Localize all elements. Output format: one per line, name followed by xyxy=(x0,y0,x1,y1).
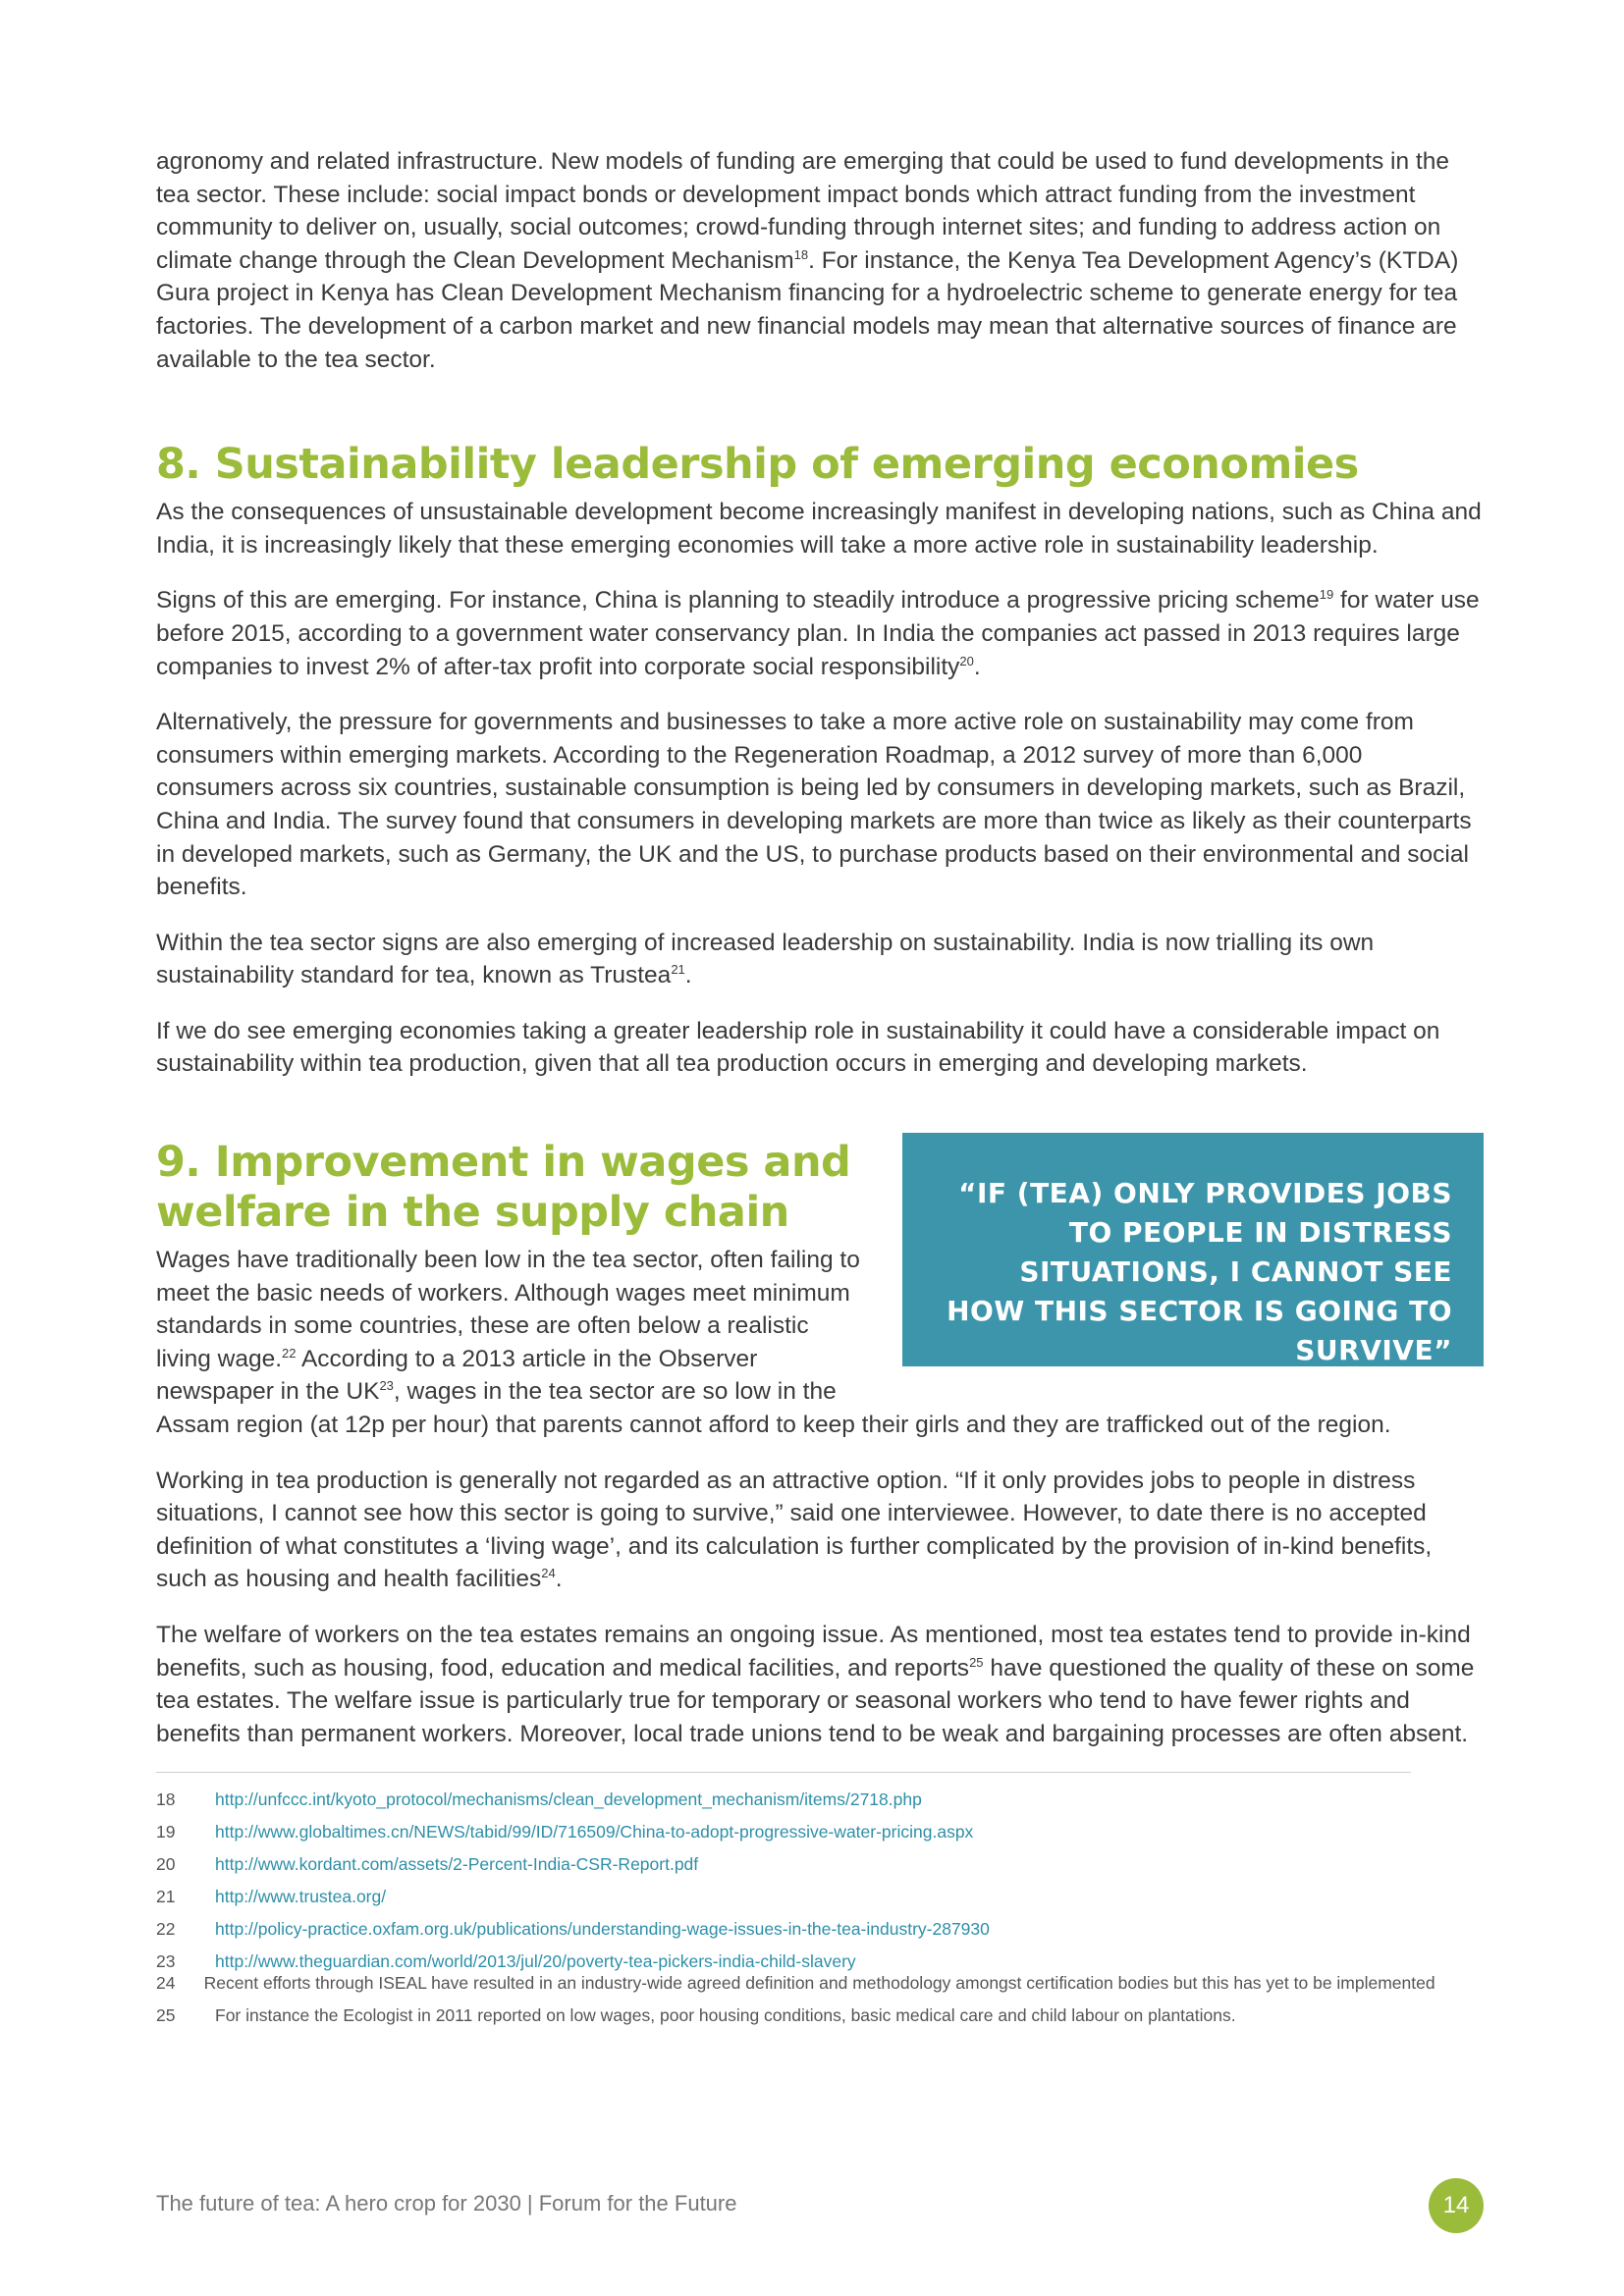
pull-quote: “IF (TEA) ONLY PROVIDES JOBS TO PEOPLE IN DISTRESS SITUATIONS, I CANNOT SEE HOW THIS SECTOR IS GOING TO SURVIVE” xyxy=(902,1133,1484,1366)
footnote-22: 22 http://policy-practice.oxfam.org.uk/publications/understanding-wage-issues-in-the-tea-industry-287930 xyxy=(156,1919,990,1940)
footnote-ref-20[interactable]: 20 xyxy=(959,653,974,668)
sec9-paragraph-2: Working in tea production is generally not regarded as an attractive option. “If it only provides jobs to people in distress situations, I cannot see how this sector is going to survive,” said one interviewee. However, to date there is no accepted definition of what constitutes a ‘living wage’, and its calculation is further complicated by the provision of in-kind benefits, such as housing and health facilities$^{24}$. xyxy=(156,1467,1433,1593)
footnote-ref-22[interactable]: 22 xyxy=(282,1345,297,1361)
main-content xyxy=(156,145,1484,2026)
footnote-ref-25[interactable]: 25 xyxy=(969,1654,984,1670)
sec8-paragraph-2: Signs of this are emerging. For instance, China is planning to steadily introduce a progressive pricing scheme$^{19}$ for water use before 2015, according to a government water conservancy plan. In India the companies act passed in 2013 requires large companies to invest 2% of after-tax profit into corporate social responsibility$^{20}$. xyxy=(156,587,1480,680)
footnote-24: 24 Recent efforts through ISEAL have resulted in an industry-wide agreed definition and methodology amongst certification bodies but this has yet to be implemented xyxy=(156,1973,1435,1994)
footnote-19: 19 http://www.globaltimes.cn/NEWS/tabid/99/ID/716509/China-to-adopt-progressive-water-pricing.aspx xyxy=(156,1822,974,1842)
footnote-ref-23[interactable]: 23 xyxy=(379,1378,394,1394)
footnote-link[interactable]: http://policy-practice.oxfam.org.uk/publications/understanding-wage-issues-in-the-tea-industry-287930 xyxy=(215,1919,990,1940)
footnote-text: Recent efforts through ISEAL have resulted in an industry-wide agreed definition and methodology amongst certification bodies but this has yet to be implemented xyxy=(203,1973,1435,1994)
sec8-paragraph-4: Within the tea sector signs are also emerging of increased leadership on sustainability. India is now trialling its own sustainability standard for tea, known as Trustea$^{21}$. xyxy=(156,929,1375,989)
footnote-ref-18[interactable]: 18 xyxy=(793,246,809,262)
section-9-heading-line-2: welfare in the supply chain xyxy=(156,1188,789,1238)
footnote-link[interactable]: http://unfccc.int/kyoto_protocol/mechanisms/clean_development_mechanism/items/2718.php xyxy=(215,1789,922,1810)
footnote-25: 25 For instance the Ecologist in 2011 reported on low wages, poor housing conditions, basic medical care and child labour on plantations. xyxy=(156,2005,1236,2026)
sec8-paragraph-5: If we do see emerging economies taking a greater leadership role in sustainability it could have a considerable impact on sustainability within tea production, given that all tea production occurs in emerging and developing markets. xyxy=(156,1017,1440,1078)
footnote-link[interactable]: http://www.globaltimes.cn/NEWS/tabid/99/ID/716509/China-to-adopt-progressive-water-pricing.aspx xyxy=(215,1822,974,1842)
section-9-heading-line-1: 9. Improvement in wages and xyxy=(156,1138,851,1188)
section-9 xyxy=(156,1138,1484,1750)
footnote-ref-24[interactable]: 24 xyxy=(541,1566,556,1581)
footnotes xyxy=(156,1789,1484,2026)
page-footer: The future of tea: A hero crop for 2030 | Forum for the Future xyxy=(156,2191,737,2216)
sec8-paragraph-3: Alternatively, the pressure for governments and businesses to take a more active role on sustainability may come from consumers within emerging markets. According to the Regeneration Roadmap, a 2012 survey of more than 6,000 consumers across six countries, sustainable consumption is being led by consumers in developing markets, such as Brazil, China and India. The survey found that consumers in developing markets are more than twice as likely as their counterparts in developed markets, such as Germany, the UK and the US, to purchase products based on their environmental and social benefits. xyxy=(156,709,1472,901)
sec9-paragraph-1: Wages have traditionally been low in the tea sector, often failing to meet the basic needs of workers. Although wages meet minimum standards in some countries, these are often below a realistic living wage.$^{22}$ According to a 2013 article in the Observer newspaper in the UK$^{23}$, wages in the tea sector are so low in the Assam region (at 12p per hour) that parents cannot afford to keep their girls and they are trafficked out of the region. xyxy=(156,1247,1391,1439)
footnote-text: For instance the Ecologist in 2011 reported on low wages, poor housing conditions, basic medical care and child labour on plantations. xyxy=(215,2005,1236,2026)
footnote-link[interactable]: http://www.kordant.com/assets/2-Percent-India-CSR-Report.pdf xyxy=(215,1854,699,1875)
footnote-link[interactable]: http://www.theguardian.com/world/2013/jul/20/poverty-tea-pickers-india-child-slavery xyxy=(215,1951,856,1972)
footnote-23: 23 http://www.theguardian.com/world/2013/jul/20/poverty-tea-pickers-india-child-slavery xyxy=(156,1951,856,1972)
sec8-paragraph-1: As the consequences of unsustainable development become increasingly manifest in developing nations, such as China and India, it is increasingly likely that these emerging economies will take a more active role in sustainability leadership. xyxy=(156,499,1482,559)
footnote-link[interactable]: http://www.trustea.org/ xyxy=(215,1887,387,1907)
footnotes-divider xyxy=(156,1772,1411,1773)
intro-paragraph: agronomy and related infrastructure. New models of funding are emerging that could be used to fund developments in the tea sector. These include: social impact bonds or development impact bonds which attract funding from the investment community to deliver on, usually, social outcomes; crowd-funding through internet sites; and funding to address action on climate change through the Clean Development Mechanism$^{18}$. For instance, the Kenya Tea Development Agency’s (KTDA) Gura project in Kenya has Clean Development Mechanism financing for a hydroelectric scheme to generate energy for tea factories. The development of a carbon market and new financial models may mean that alternative sources of finance are available to the tea sector. xyxy=(156,148,1459,373)
footnote-ref-19[interactable]: 19 xyxy=(1319,587,1334,603)
footnote-18: 18 http://unfccc.int/kyoto_protocol/mechanisms/clean_development_mechanism/items/2718.php xyxy=(156,1789,922,1810)
footnote-21: 21 http://www.trustea.org/ xyxy=(156,1887,387,1907)
page-number-badge: 14 xyxy=(1429,2178,1484,2233)
footnote-20: 20 http://www.kordant.com/assets/2-Percent-India-CSR-Report.pdf xyxy=(156,1854,699,1875)
section-8-heading: 8. Sustainability leadership of emerging economies xyxy=(156,440,1359,490)
footnote-ref-21[interactable]: 21 xyxy=(671,962,685,978)
sec9-paragraph-3: The welfare of workers on the tea estates remains an ongoing issue. As mentioned, most tea estates tend to provide in-kind benefits, such as housing, food, education and medical facilities, and reports$^{25}$ have questioned the quality of these on some tea estates. The welfare issue is particularly true for temporary or seasonal workers who tend to have fewer rights and benefits than permanent workers. Moreover, local trade unions tend to be weak and bargaining processes are often absent. xyxy=(156,1622,1475,1747)
